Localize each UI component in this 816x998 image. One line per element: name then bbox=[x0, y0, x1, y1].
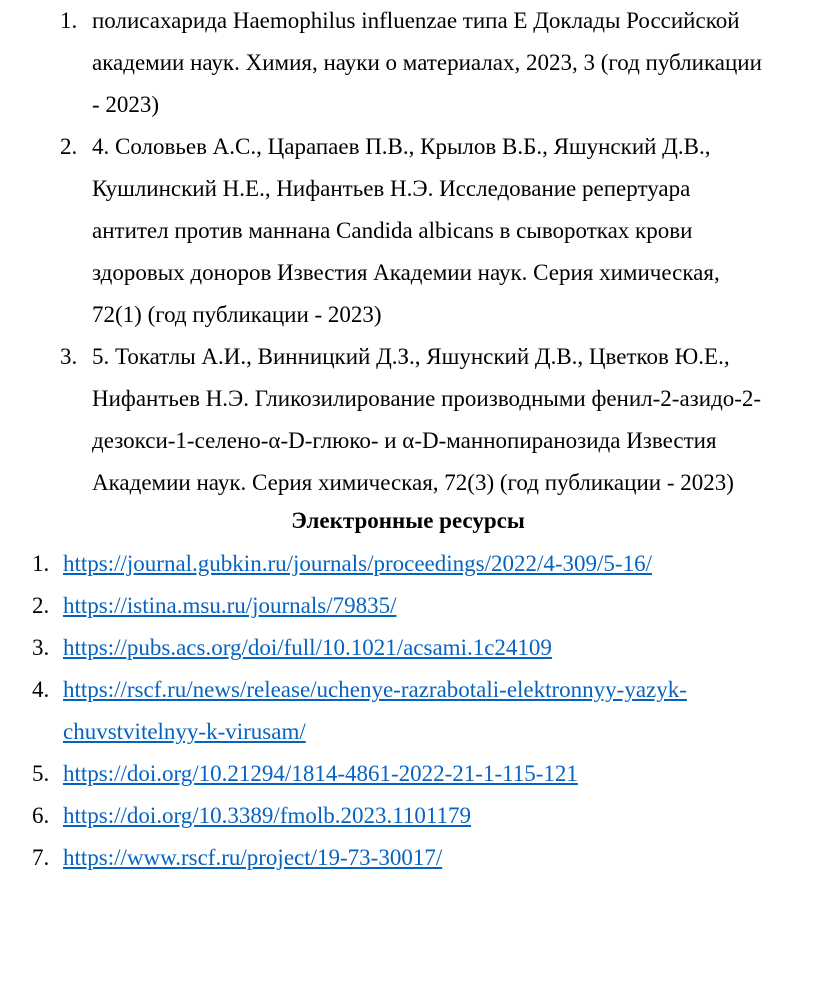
reference-number: 1. bbox=[60, 8, 78, 33]
resource-link[interactable]: https://doi.org/10.3389/fmolb.2023.1101179 bbox=[63, 803, 472, 828]
reference-line: 72(1) (год публикации - 2023) bbox=[92, 302, 382, 327]
reference-item bbox=[0, 126, 816, 336]
resource-number: 3. bbox=[32, 635, 50, 660]
resource-link[interactable]: https://istina.msu.ru/journals/79835/ bbox=[63, 593, 397, 618]
reference-line: дезокси-1-селено-α-D-глюко- и α-D-маннопиранозида Известия bbox=[92, 428, 717, 453]
resource-number: 7. bbox=[32, 845, 50, 870]
reference-number: 2. bbox=[60, 134, 78, 159]
resource-number: 2. bbox=[32, 593, 50, 618]
resource-item bbox=[0, 543, 816, 585]
resource-link-continuation[interactable]: chuvstvitelnyy-k-virusam/ bbox=[63, 719, 306, 744]
resource-link[interactable]: https://pubs.acs.org/doi/full/10.1021/acsami.1c24109 bbox=[63, 635, 552, 660]
resource-item bbox=[0, 753, 816, 795]
reference-line: - 2023) bbox=[92, 92, 160, 117]
reference-item bbox=[0, 336, 816, 504]
reference-line: Кушлинский Н.Е., Нифантьев Н.Э. Исследование репертуара bbox=[92, 176, 691, 201]
reference-line: академии наук. Химия, науки о материалах, 2023, 3 (год публикации bbox=[92, 50, 762, 75]
resource-number: 5. bbox=[32, 761, 50, 786]
reference-line: Академии наук. Серия химическая, 72(3) (год публикации - 2023) bbox=[92, 470, 734, 495]
reference-line: полисахарида Haemophilus influenzae типа E Доклады Российской bbox=[92, 8, 740, 33]
reference-line: Нифантьев Н.Э. Гликозилирование производными фенил-2-азидо-2- bbox=[92, 386, 762, 411]
resource-item bbox=[0, 669, 816, 753]
resource-link[interactable]: https://doi.org/10.21294/1814-4861-2022-21-1-115-121 bbox=[63, 761, 578, 786]
reference-item bbox=[0, 0, 816, 126]
reference-number: 3. bbox=[60, 344, 78, 369]
resource-link[interactable]: https://rscf.ru/news/release/uchenye-razrabotali-elektronnyy-yazyk- bbox=[63, 677, 687, 702]
electronic-resources-list bbox=[0, 543, 816, 879]
reference-line: 4. Соловьев А.С., Царапаев П.В., Крылов В.Б., Яшунский Д.В., bbox=[92, 134, 711, 159]
resource-link[interactable]: https://journal.gubkin.ru/journals/proceedings/2022/4-309/5-16/ bbox=[63, 551, 652, 576]
resource-item bbox=[0, 627, 816, 669]
resource-number: 4. bbox=[32, 677, 50, 702]
resource-item bbox=[0, 585, 816, 627]
resource-item bbox=[0, 837, 816, 879]
resource-number: 6. bbox=[32, 803, 50, 828]
reference-line: 5. Токатлы А.И., Винницкий Д.З., Яшунский Д.В., Цветков Ю.Е., bbox=[92, 344, 730, 369]
reference-line: антител против маннана Candida albicans в сыворотках крови bbox=[92, 218, 693, 243]
resource-number: 1. bbox=[32, 551, 50, 576]
section-title: Электронные ресурсы bbox=[291, 508, 525, 533]
resource-item bbox=[0, 795, 816, 837]
resource-link[interactable]: https://www.rscf.ru/project/19-73-30017/ bbox=[63, 845, 443, 870]
reference-line: здоровых доноров Известия Академии наук. Серия химическая, bbox=[92, 260, 720, 285]
